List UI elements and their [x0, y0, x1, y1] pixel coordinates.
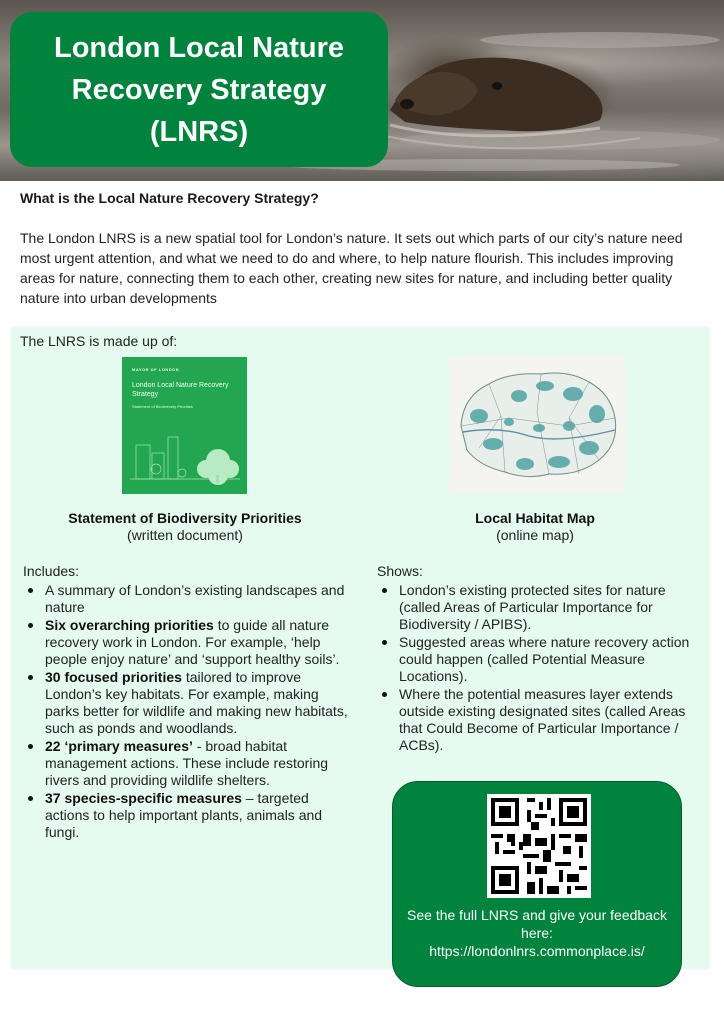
document-cover-subtitle: Statement of Biodiversity Priorities	[132, 404, 193, 409]
list-item: A summary of London’s existing landscapes and nature	[23, 582, 355, 616]
components-heading: The LNRS is made up of:	[20, 333, 178, 349]
qr-code[interactable]	[487, 794, 591, 898]
list-item: 30 focused priorities tailored to improve London’s key habitats. For example, making parks better for wildlife and making new habitats, such as ponds and woodlands.	[23, 669, 355, 737]
document-kind: (written document)	[127, 527, 243, 543]
document-caption	[40, 510, 330, 544]
list-item: Where the potential measures layer extends outside existing designated sites (called Areas that Could Become of Particular Importance / ACBs).	[377, 686, 692, 754]
london-map-illustration	[449, 356, 625, 493]
qr-code-icon	[487, 794, 591, 898]
feedback-text: See the full LNRS and give your feedback here:	[407, 907, 667, 941]
document-cover-title: London Local Nature Recovery Strategy	[132, 382, 229, 398]
list-item: 37 species-specific measures – targeted actions to help important plants, animals and fungi.	[23, 790, 355, 841]
document-cover-brand: MAYOR OF LONDON	[132, 367, 180, 372]
feedback-link[interactable]: https://londonlnrs.commonplace.is/	[429, 943, 645, 959]
map-kind: (online map)	[496, 527, 574, 543]
document-cover-thumbnail	[122, 357, 247, 494]
hero-banner	[0, 0, 724, 181]
feedback-text-block	[392, 906, 682, 960]
map-list-lead: Shows:	[377, 563, 423, 579]
intro-text: The London LNRS is a new spatial tool for London’s nature. It sets out which parts of our city’s nature need most urgent attention, and what we need to do and where, to help nature flourish. This includes improving areas for nature, connecting them to each other, creating new sites for nature, and including better quality nature into urban developments	[20, 230, 683, 306]
list-item: Suggested areas where nature recovery action could happen (called Potential Measure Locations).	[377, 634, 692, 685]
habitat-map-thumbnail	[449, 356, 625, 493]
map-shows-list	[377, 563, 692, 755]
list-item: Six overarching priorities to guide all nature recovery work in London. For example, ‘help people enjoy nature’ and ‘support healthy soils’.	[23, 617, 355, 668]
intro-heading: What is the Local Nature Recovery Strategy?	[20, 190, 319, 206]
document-includes-list	[23, 563, 355, 842]
list-item: London’s existing protected sites for nature (called Areas of Particular Importance for Biodiversity / APIBS).	[377, 582, 692, 633]
document-cover-illustration	[122, 357, 247, 494]
document-list-lead: Includes:	[23, 563, 80, 579]
map-name: Local Habitat Map	[475, 510, 595, 526]
page-title: London Local Nature Recovery Strategy (LNRS)	[54, 31, 344, 148]
title-box	[10, 12, 388, 167]
map-caption	[390, 510, 680, 544]
document-name: Statement of Biodiversity Priorities	[68, 510, 302, 526]
list-item: 22 ‘primary measures’ - broad habitat management actions. These include restoring rivers and providing wildlife shelters.	[23, 738, 355, 789]
